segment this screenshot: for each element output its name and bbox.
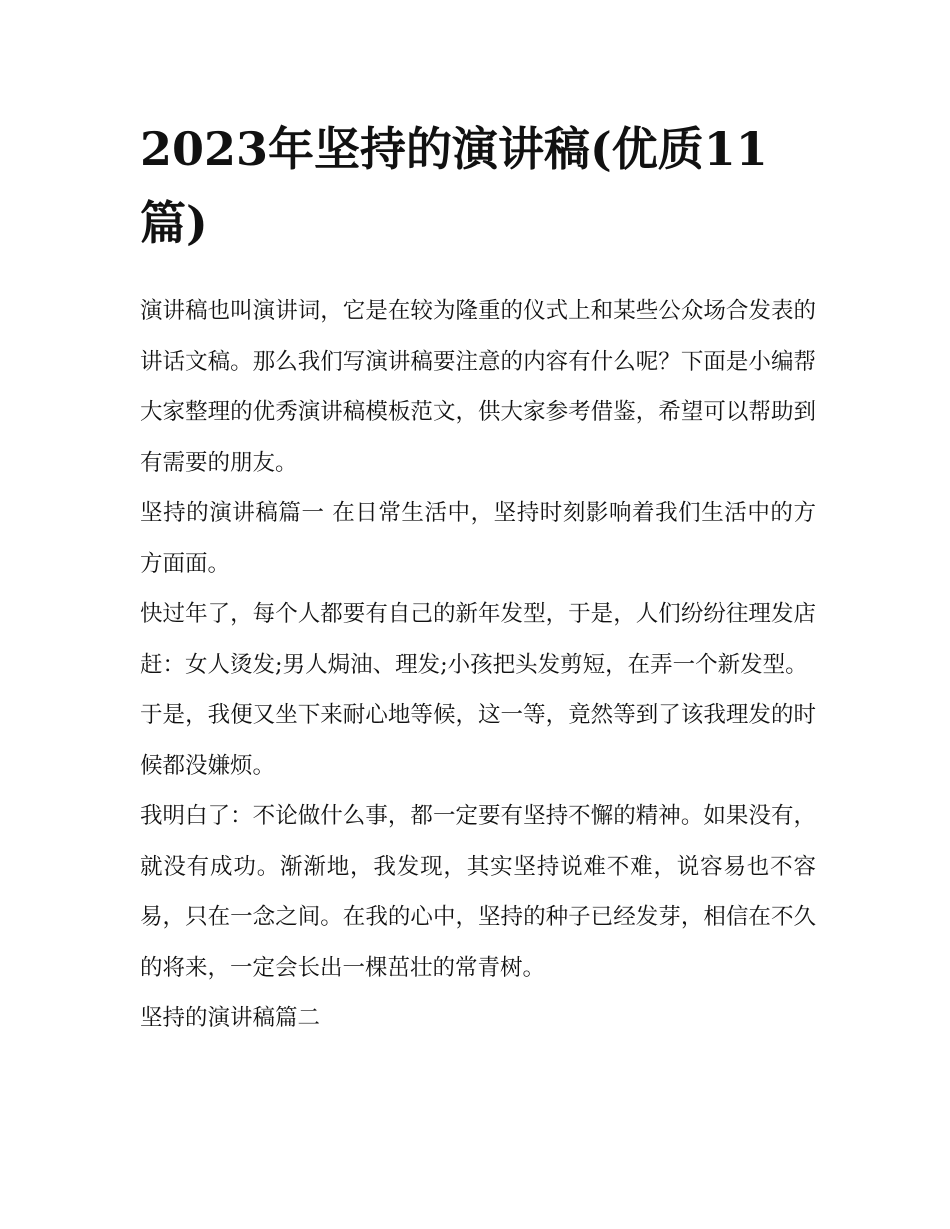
paragraph-haircut: 快过年了，每个人都要有自己的新年发型，于是，人们纷纷往理发店赶：女人烫发;男人焗油、理发;小孩把头发剪短，在弄一个新发型。 (140, 601, 816, 678)
document-page (140, 112, 816, 1044)
document-title: 2023年坚持的演讲稿(优质11篇) (140, 122, 768, 250)
document-body (140, 286, 816, 1044)
paragraph-realization: 我明白了：不论做什么事，都一定要有坚持不懈的精神。如果没有，就没有成功。渐渐地，我发现，其实坚持说难不难，说容易也不容易，只在一念之间。在我的心中，坚持的种子已经发芽，相信在不久的将来，一定会长出一棵茁壮的常青树。 (140, 803, 816, 981)
paragraph-section-one-heading: 坚持的演讲稿篇一 在日常生活中，坚持时刻影响着我们生活中的方方面面。 (140, 500, 816, 577)
paragraph-waiting: 于是，我便又坐下来耐心地等候，这一等，竟然等到了该我理发的时候都没嫌烦。 (140, 702, 816, 779)
paragraph-section-two-heading: 坚持的演讲稿篇二 (140, 1005, 321, 1031)
paragraph-intro: 演讲稿也叫演讲词，它是在较为隆重的仪式上和某些公众场合发表的讲话文稿。那么我们写演讲稿要注意的内容有什么呢？下面是小编帮大家整理的优秀演讲稿模板范文，供大家参考借鉴，希望可以帮助到有需要的朋友。 (140, 298, 816, 476)
